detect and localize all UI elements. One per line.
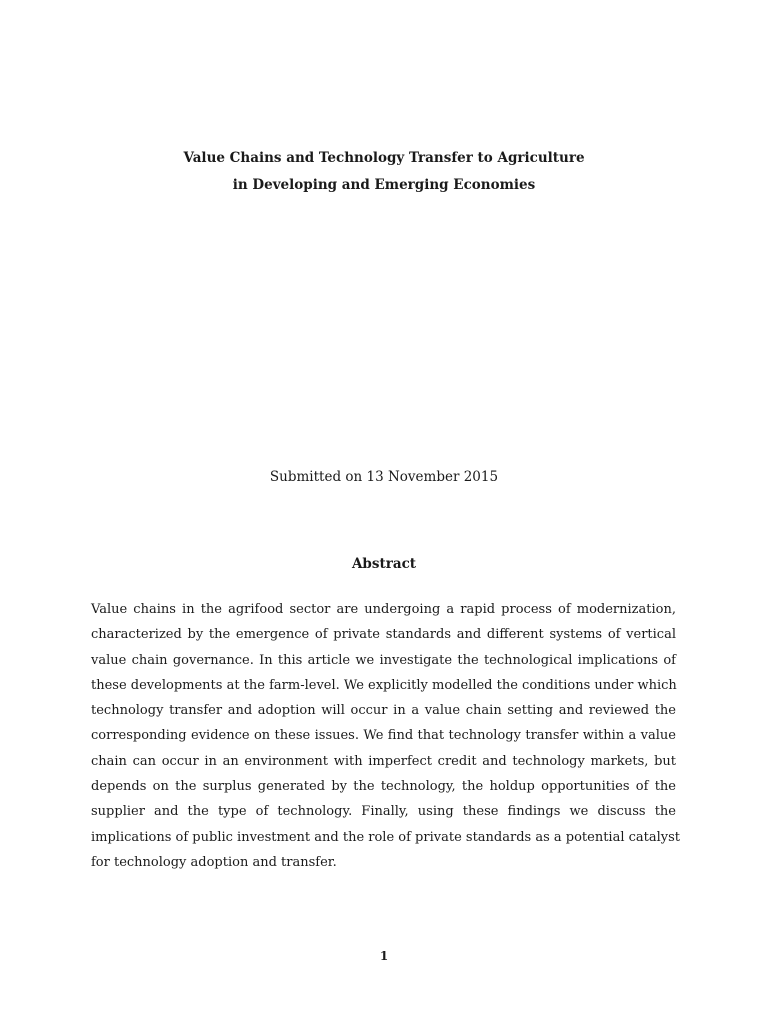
title-line-1: Value Chains and Technology Transfer to Agriculture [183, 150, 585, 166]
abstract-heading: Abstract [351, 556, 417, 572]
abstract-line: characterized by the emergence of private standards and different systems of vertical [91, 627, 676, 643]
abstract-line: chain can occur in an environment with imperfect credit and technology markets, but [91, 753, 676, 769]
title-line-2: in Developing and Emerging Economies [232, 177, 536, 193]
abstract-line: for technology adoption and transfer. [91, 854, 337, 870]
abstract-line: technology transfer and adoption will occur in a value chain setting and reviewed the [91, 703, 676, 719]
abstract-line: value chain governance. In this article we investigate the technological implications of [91, 652, 676, 668]
abstract-line: these developments at the farm-level. We explicitly modelled the conditions under which [91, 677, 677, 693]
abstract-line: supplier and the type of technology. Finally, using these findings we discuss the [91, 804, 676, 820]
page-number: 1 [379, 949, 389, 963]
abstract-line: corresponding evidence on these issues. We find that technology transfer within a value [91, 728, 676, 744]
abstract-line: depends on the surplus generated by the technology, the holdup opportunities of the [91, 779, 676, 795]
abstract-line: implications of public investment and the role of private standards as a potential catalyst [91, 829, 681, 845]
abstract-line: Value chains in the agrifood sector are undergoing a rapid process of modernization, [91, 602, 676, 617]
submission-date: Submitted on 13 November 2015 [269, 469, 499, 485]
abstract-body [91, 597, 681, 875]
